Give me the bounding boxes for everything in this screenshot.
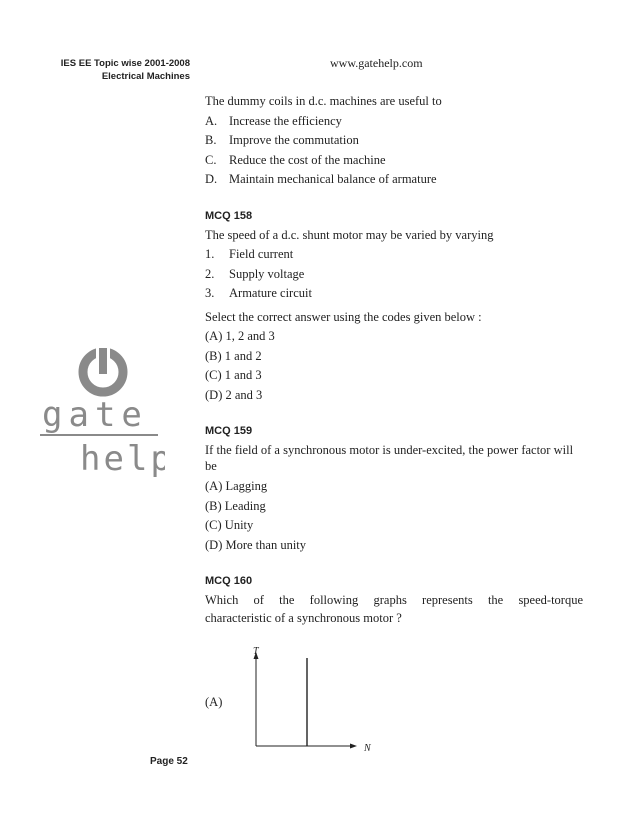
svg-text:help: help bbox=[80, 439, 165, 479]
q158-stem: The speed of a d.c. shunt motor may be varied by varying bbox=[205, 227, 494, 242]
q159-stem: If the field of a synchronous motor is under-excited, the power factor will be bbox=[205, 443, 574, 473]
mcq-159-label: MCQ 159 bbox=[205, 425, 253, 437]
q157-stem: The dummy coils in d.c. machines are useful to bbox=[205, 94, 442, 108]
q157-option-a: A. Increase the efficiency bbox=[205, 113, 342, 128]
q160-stem-line2: characteristic of a synchronous motor ? bbox=[205, 610, 402, 625]
q157-option-c: C. Reduce the cost of the machine bbox=[205, 152, 386, 167]
q158-instruction: Select the correct answer using the codes given below : bbox=[205, 309, 482, 324]
gatehelp-logo bbox=[40, 340, 165, 480]
q159-option-b: (B) Leading bbox=[205, 498, 266, 513]
q159-option-d: (D) More than unity bbox=[205, 537, 307, 552]
page-number: Page 52 bbox=[150, 756, 188, 767]
q158-option-b: (B) 1 and 2 bbox=[205, 348, 262, 363]
mcq-158-label: MCQ 158 bbox=[205, 209, 253, 222]
q158-option-d: (D) 2 and 3 bbox=[205, 387, 263, 402]
q160-stem-line1: Which of the following graphs represents the speed-torque bbox=[205, 593, 583, 607]
mcq-160-label: MCQ 160 bbox=[205, 575, 253, 587]
q157-option-b: B. Improve the commutation bbox=[205, 133, 359, 147]
q159-option-a: (A) Lagging bbox=[205, 479, 268, 493]
x-axis-arrow-icon bbox=[350, 744, 357, 749]
q158-item-3: 3. Armature circuit bbox=[205, 286, 312, 300]
q158-item-1: 1. Field current bbox=[205, 247, 294, 261]
header-series-title: IES EE Topic wise 2001-2008 bbox=[60, 58, 190, 69]
q158-option-a: (A) 1, 2 and 3 bbox=[205, 329, 275, 343]
q160-graph-option-a-label: (A) bbox=[205, 695, 223, 709]
q158-item-2: 2. Supply voltage bbox=[205, 266, 305, 281]
header-left bbox=[40, 57, 190, 83]
y-axis-label: T bbox=[253, 646, 259, 657]
q159-option-c: (C) Unity bbox=[205, 518, 254, 532]
q160-graph-a bbox=[205, 640, 385, 760]
x-axis-label: N bbox=[364, 743, 371, 754]
questions-column bbox=[205, 92, 583, 628]
header-subject: Electrical Machines bbox=[101, 71, 190, 82]
q158-option-c: (C) 1 and 3 bbox=[205, 368, 262, 382]
gatehelp-logo-graphic bbox=[40, 340, 165, 480]
q157-option-d: D. Maintain mechanical balance of armature bbox=[205, 172, 437, 186]
header-url[interactable]: www.gatehelp.com bbox=[330, 56, 423, 70]
svg-text:gate: gate bbox=[42, 395, 148, 435]
